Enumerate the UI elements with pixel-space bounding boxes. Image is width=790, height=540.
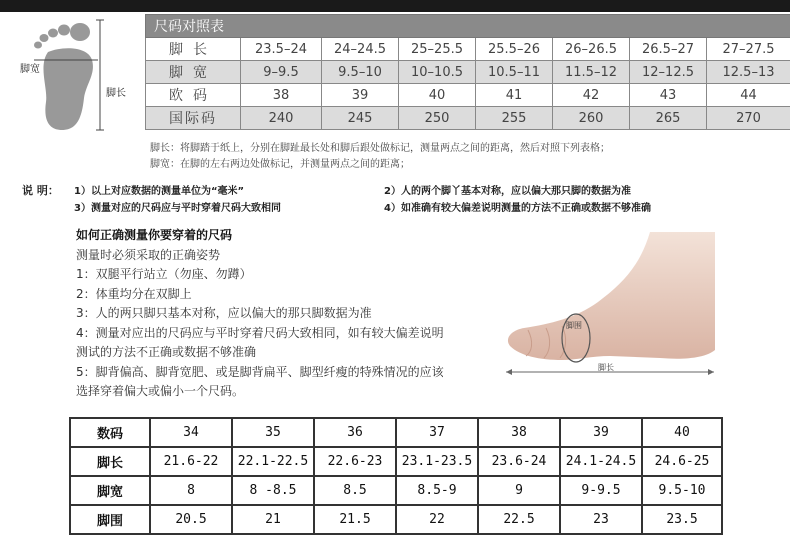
table-cell: 22.5: [478, 505, 560, 534]
size-chart-row: [146, 107, 790, 130]
size-chart-row: [146, 84, 790, 107]
table-cell: 26.5–27: [630, 38, 707, 61]
foot-photo: [500, 232, 720, 382]
table-cell: 43: [630, 84, 707, 107]
table-cell: 35: [232, 418, 314, 447]
note-3: 3）测量对应的尺码应与平时穿着尺码大致相同: [74, 203, 281, 214]
kids-size-table: [69, 417, 723, 535]
table-cell: 270: [707, 107, 790, 130]
row-header: 脚长: [70, 447, 150, 476]
table-cell: 20.5: [150, 505, 232, 534]
table-cell: 38: [241, 84, 322, 107]
table-cell: 42: [553, 84, 630, 107]
row-header: 脚围: [70, 505, 150, 534]
table-cell: 9–9.5: [241, 61, 322, 84]
table-row: [70, 505, 722, 534]
table-cell: 21.6-22: [150, 447, 232, 476]
note-4: 4）如准确有较大偏差说明测量的方法不正确或数据不够准确: [384, 203, 651, 214]
table-cell: 9.5-10: [642, 476, 722, 505]
row-header: 脚宽: [70, 476, 150, 505]
how-to-line: 测试的方法不正确或数据不够准确: [76, 345, 257, 359]
how-to-line: 测量时必须采取的正确姿势: [76, 247, 221, 262]
table-cell: 27–27.5: [707, 38, 790, 61]
how-to-line: 4：测量对应出的尺码应与平时穿着尺码大致相同，如有较大偏差说明: [76, 325, 444, 340]
table-cell: 12.5–13: [707, 61, 790, 84]
top-bar: [0, 0, 790, 12]
table-cell: 23.6-24: [478, 447, 560, 476]
table-cell: 21.5: [314, 505, 396, 534]
row-header: 脚宽: [146, 61, 241, 84]
table-cell: 260: [553, 107, 630, 130]
table-cell: 41: [476, 84, 553, 107]
table-cell: 240: [241, 107, 322, 130]
note-2: 2）人的两个脚丫基本对称，应以偏大那只脚的数据为准: [384, 186, 631, 197]
table-cell: 23: [560, 505, 642, 534]
row-header: 脚长: [146, 38, 241, 61]
table-cell: 25–25.5: [399, 38, 476, 61]
table-cell: 44: [707, 84, 790, 107]
table-cell: 10–10.5: [399, 61, 476, 84]
table-cell: 10.5–11: [476, 61, 553, 84]
explain-width: 脚宽：在脚的左右两边处做标记，并测量两点之间的距离；: [150, 159, 410, 170]
measure-explanation: [150, 141, 610, 173]
table-cell: 40: [399, 84, 476, 107]
table-cell: 9.5–10: [322, 61, 399, 84]
table-cell: 34: [150, 418, 232, 447]
table-cell: 26–26.5: [553, 38, 630, 61]
size-chart-title: 尺码对照表: [146, 15, 790, 38]
foot-diagram: [0, 12, 145, 140]
how-to-line: 3：人的两只脚只基本对称，应以偏大的那只脚数据为准: [76, 306, 372, 320]
table-row: [70, 476, 722, 505]
table-cell: 9: [478, 476, 560, 505]
table-cell: 24.1-24.5: [560, 447, 642, 476]
how-to-line: 2：体重均分在双脚上: [76, 286, 192, 301]
table-cell: 255: [476, 107, 553, 130]
table-cell: 22: [396, 505, 478, 534]
table-cell: 8.5-9: [396, 476, 478, 505]
table-cell: 36: [314, 418, 396, 447]
table-cell: 24–24.5: [322, 38, 399, 61]
table-row: [70, 447, 722, 476]
how-to-line: 1：双腿平行站立（勿座、勿蹲）: [76, 267, 252, 281]
table-row: [70, 418, 722, 447]
how-to-measure: [76, 226, 444, 402]
table-cell: 22.6-23: [314, 447, 396, 476]
table-cell: 25.5–26: [476, 38, 553, 61]
how-to-heading: 如何正确测量你要穿着的尺码: [76, 228, 233, 242]
table-cell: 39: [560, 418, 642, 447]
table-cell: 23.5: [642, 505, 722, 534]
table-cell: 38: [478, 418, 560, 447]
footprint-icon: [0, 12, 145, 140]
note-1: 1）以上对应数据的测量单位为“毫米”: [74, 186, 245, 197]
size-chart-table: [145, 14, 790, 130]
size-chart-row: [146, 61, 790, 84]
table-cell: 250: [399, 107, 476, 130]
table-cell: 8 -8.5: [232, 476, 314, 505]
table-cell: 23.5–24: [241, 38, 322, 61]
table-cell: 21: [232, 505, 314, 534]
table-cell: 11.5–12: [553, 61, 630, 84]
length-arrow-label: 脚长: [598, 363, 614, 372]
notes-title: 说 明：: [22, 184, 59, 197]
row-header: 欧码: [146, 84, 241, 107]
row-header: 数码: [70, 418, 150, 447]
foot-width-label: 脚宽: [20, 64, 40, 75]
table-cell: 12–12.5: [630, 61, 707, 84]
table-cell: 37: [396, 418, 478, 447]
table-cell: 24.6-25: [642, 447, 722, 476]
explain-length: 脚长：将脚踏于纸上，分别在脚趾最长处和脚后跟处做标记，测量两点之间的距离，然后对照下列表格；: [150, 143, 610, 154]
size-chart-row: [146, 38, 790, 61]
table-cell: 40: [642, 418, 722, 447]
row-header: 国际码: [146, 107, 241, 130]
how-to-line: 5：脚背偏高、脚背宽肥、或是脚背扁平、脚型纤瘦的特殊情况的应该: [76, 364, 444, 379]
how-to-line: 选择穿着偏大或偏小一个尺码。: [76, 384, 245, 398]
table-cell: 23.1-23.5: [396, 447, 478, 476]
table-cell: 265: [630, 107, 707, 130]
table-cell: 9-9.5: [560, 476, 642, 505]
table-cell: 8.5: [314, 476, 396, 505]
table-cell: 8: [150, 476, 232, 505]
table-cell: 245: [322, 107, 399, 130]
table-cell: 39: [322, 84, 399, 107]
foot-length-label: 脚长: [106, 88, 126, 99]
table-cell: 22.1-22.5: [232, 447, 314, 476]
girth-label: 脚围: [566, 321, 582, 330]
